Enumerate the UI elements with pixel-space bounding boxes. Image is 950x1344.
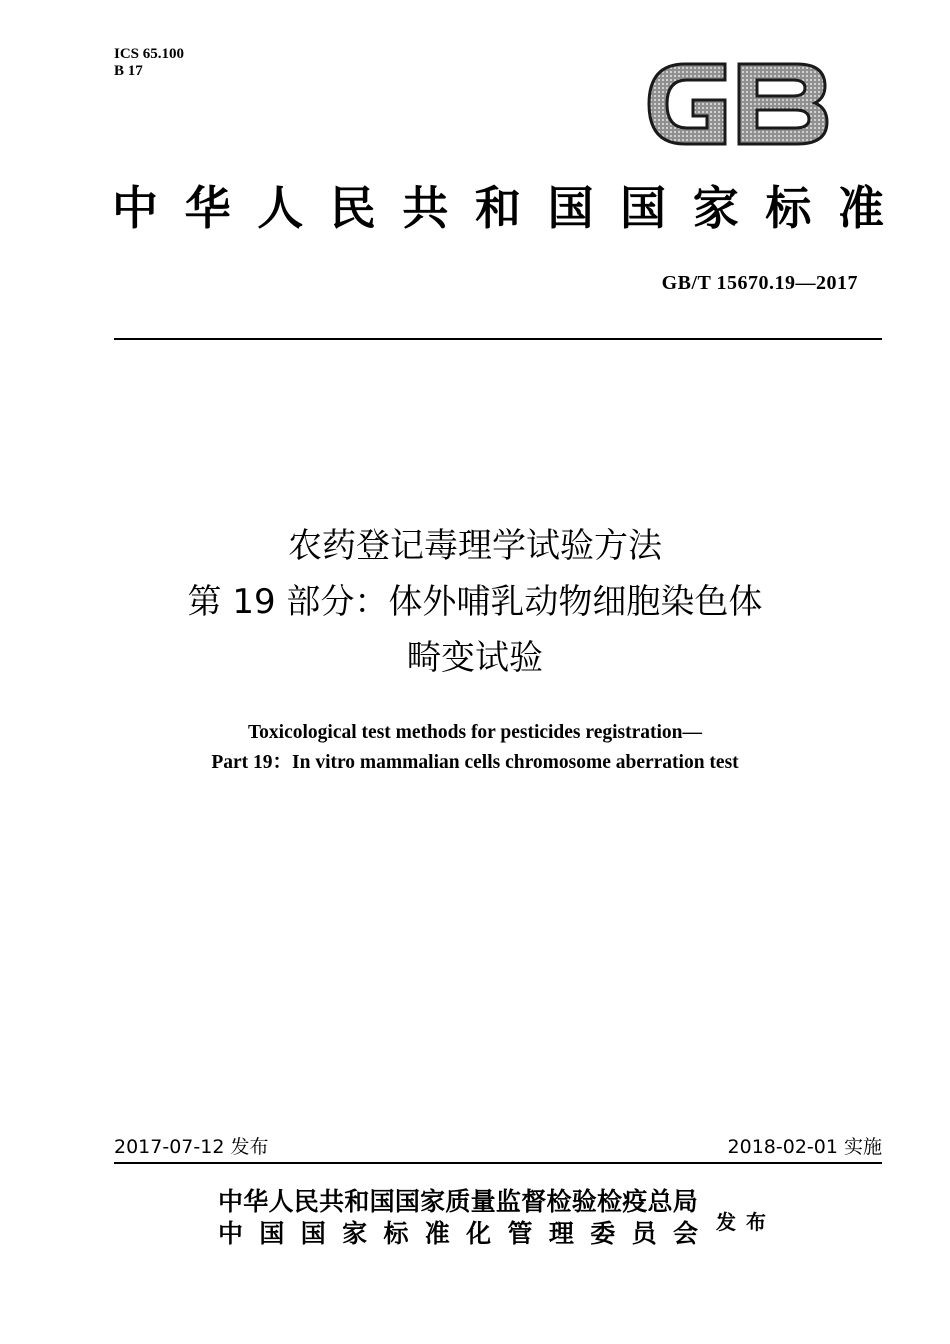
- issue-date: 2017-07-12 发布: [114, 1136, 269, 1158]
- title-char: 监: [495, 1187, 521, 1216]
- standard-number: GB/T 15670.19—2017: [661, 272, 858, 294]
- title-char: 国: [369, 1187, 395, 1216]
- title-char: 民: [293, 1187, 319, 1216]
- title-char: 会: [672, 1219, 698, 1248]
- title-char: 人: [257, 181, 304, 235]
- title-char: 准: [424, 1219, 450, 1248]
- title-char: 国: [547, 181, 594, 235]
- title-char: 民: [329, 181, 376, 235]
- title-char: 委: [590, 1219, 616, 1248]
- title-char: 家: [342, 1219, 368, 1248]
- title-char: 管: [507, 1219, 533, 1248]
- title-char: 人: [268, 1187, 294, 1216]
- title-char: 国: [300, 1219, 326, 1248]
- title-char: 和: [474, 181, 521, 235]
- title-char: 员: [631, 1219, 657, 1248]
- title-char: 准: [837, 181, 884, 235]
- chinese-title-line-1: 农药登记毒理学试验方法: [288, 526, 662, 566]
- publish-label: 发布: [716, 1210, 776, 1234]
- title-char: 华: [243, 1187, 269, 1216]
- title-char: 国: [259, 1219, 285, 1248]
- english-title: [0, 718, 950, 778]
- english-title-line-2: Part 19：In vitro mammalian cells chromosome aberration test: [211, 752, 739, 773]
- chinese-title: [0, 518, 950, 686]
- title-char: 量: [470, 1187, 496, 1216]
- english-title-line-1: Toxicological test methods for pesticides registration—: [247, 722, 703, 743]
- implementation-date: 2018-02-01 实施: [727, 1136, 882, 1158]
- title-char: 家: [420, 1187, 446, 1216]
- issuer-line-2: [218, 1218, 698, 1250]
- title-char: 检: [596, 1187, 622, 1216]
- gb-logo-icon: [645, 58, 831, 150]
- bottom-divider: [114, 1162, 882, 1164]
- gb-logo: [645, 58, 831, 154]
- title-char: 和: [344, 1187, 370, 1216]
- title-char: 标: [383, 1219, 409, 1248]
- ics-code: ICS 65.100: [114, 46, 185, 62]
- title-char: 中: [218, 1187, 244, 1216]
- issuer-line-1: [218, 1186, 698, 1218]
- top-divider: [114, 338, 882, 340]
- title-char: 化: [466, 1219, 492, 1248]
- title-char: 验: [571, 1187, 597, 1216]
- title-char: 督: [521, 1187, 547, 1216]
- title-char: 共: [319, 1187, 345, 1216]
- title-char: 国: [394, 1187, 420, 1216]
- title-char: 华: [184, 181, 231, 235]
- title-char: 中: [112, 181, 158, 235]
- title-char: 家: [692, 181, 739, 235]
- issuing-authorities: [218, 1186, 698, 1250]
- title-char: 检: [546, 1187, 572, 1216]
- national-standard-title: [112, 178, 884, 238]
- chinese-title-line-2: 第 19 部分：体外哺乳动物细胞染色体: [187, 582, 763, 622]
- title-char: 总: [647, 1187, 673, 1216]
- title-char: 局: [672, 1187, 698, 1216]
- title-char: 标: [765, 181, 812, 235]
- title-char: 疫: [622, 1187, 648, 1216]
- title-char: 共: [402, 181, 449, 235]
- title-char: 国: [620, 181, 667, 235]
- title-char: 质: [445, 1187, 471, 1216]
- chinese-title-line-3: 畸变试验: [407, 638, 543, 678]
- ics-classification: [114, 46, 184, 80]
- title-char: 中: [218, 1219, 244, 1248]
- title-char: 理: [548, 1219, 574, 1248]
- ccs-code: B 17: [114, 63, 143, 79]
